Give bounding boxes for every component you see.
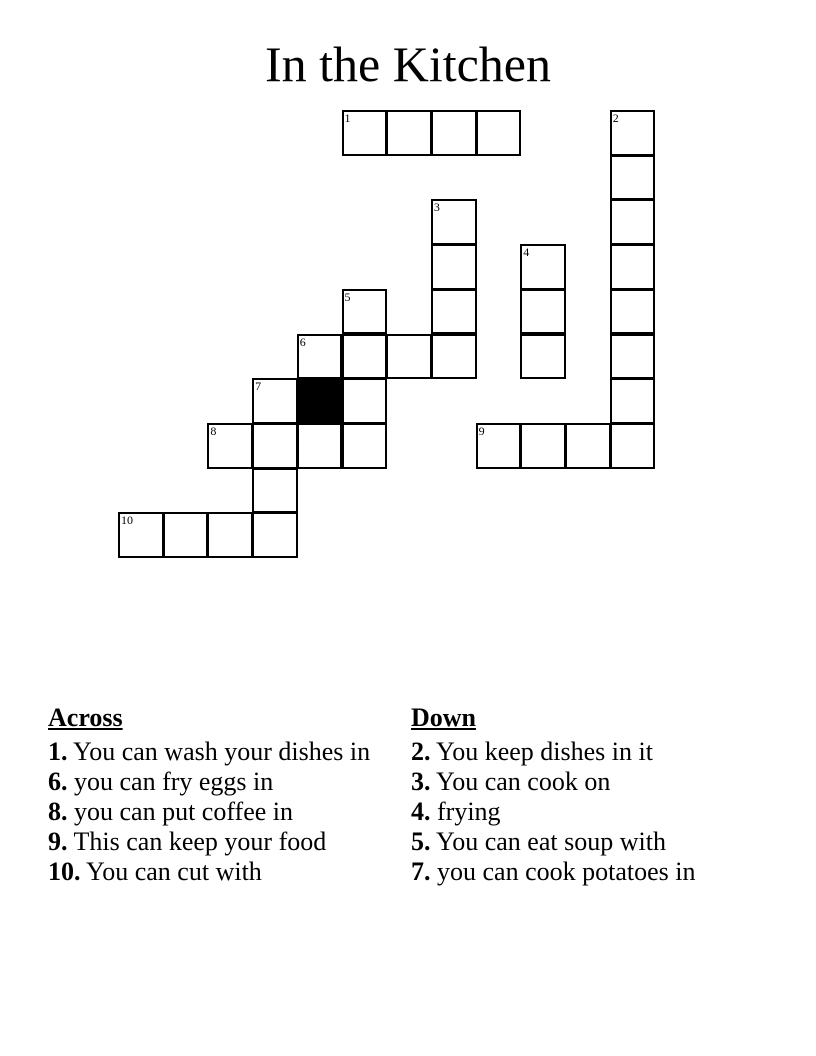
clue-number: 1. bbox=[48, 737, 68, 766]
cell-number: 4 bbox=[523, 245, 530, 260]
across-clue bbox=[48, 737, 378, 767]
clue-text: you can put coffee in bbox=[74, 797, 293, 826]
crossword-cell[interactable] bbox=[207, 512, 253, 558]
crossword-cell[interactable] bbox=[431, 110, 477, 156]
crossword-cell[interactable] bbox=[610, 289, 656, 335]
clue-number: 10. bbox=[48, 857, 81, 886]
cell-number: 5 bbox=[344, 289, 351, 304]
crossword-cell[interactable] bbox=[431, 244, 477, 290]
down-clue-list bbox=[411, 737, 771, 887]
clue-number: 3. bbox=[411, 767, 431, 796]
clue-number: 7. bbox=[411, 857, 431, 886]
clue-text: You can cut with bbox=[86, 857, 262, 886]
cell-number: 10 bbox=[121, 513, 133, 528]
cell-number: 1 bbox=[344, 111, 351, 125]
crossword-cell[interactable] bbox=[520, 244, 566, 290]
clue-text: You can eat soup with bbox=[436, 827, 666, 856]
down-clue bbox=[411, 737, 771, 767]
across-clue bbox=[48, 797, 378, 827]
clue-number: 4. bbox=[411, 797, 431, 826]
down-heading: Down bbox=[411, 703, 477, 732]
down-clue bbox=[411, 827, 771, 857]
clue-text: you can fry eggs in bbox=[74, 767, 274, 796]
across-heading: Across bbox=[48, 703, 123, 732]
down-clues bbox=[411, 703, 771, 887]
cell-number: 6 bbox=[299, 334, 306, 349]
clue-number: 9. bbox=[48, 827, 68, 856]
crossword-cell[interactable] bbox=[610, 155, 656, 201]
across-clues bbox=[48, 703, 378, 887]
crossword-cell[interactable] bbox=[431, 334, 477, 380]
across-clue-list bbox=[48, 737, 378, 887]
crossword-cell[interactable] bbox=[342, 110, 388, 156]
crossword-cell[interactable] bbox=[610, 378, 656, 424]
crossword-cell[interactable] bbox=[252, 378, 298, 424]
crossword-cell[interactable] bbox=[342, 378, 388, 424]
clue-number: 6. bbox=[48, 767, 68, 796]
cell-number: 2 bbox=[612, 111, 619, 125]
clue-number: 2. bbox=[411, 737, 431, 766]
crossword-cell[interactable] bbox=[118, 512, 164, 558]
crossword-cell[interactable] bbox=[342, 334, 388, 380]
crossword-cell[interactable] bbox=[431, 199, 477, 245]
crossword-cell[interactable] bbox=[342, 423, 388, 469]
down-clue bbox=[411, 767, 771, 797]
clue-number: 5. bbox=[411, 827, 431, 856]
clue-text: This can keep your food bbox=[73, 827, 327, 856]
crossword-cell[interactable] bbox=[610, 199, 656, 245]
crossword-cell[interactable] bbox=[207, 423, 253, 469]
clue-text: You keep dishes in it bbox=[436, 737, 653, 766]
crossword-cell[interactable] bbox=[342, 289, 388, 335]
cell-number: 8 bbox=[210, 423, 217, 438]
crossword-cell[interactable] bbox=[252, 423, 298, 469]
crossword-cell[interactable] bbox=[476, 110, 522, 156]
cell-number: 7 bbox=[255, 379, 262, 394]
crossword-cell[interactable] bbox=[610, 423, 656, 469]
crossword-cell[interactable] bbox=[386, 334, 432, 380]
crossword-cell[interactable] bbox=[476, 423, 522, 469]
crossword-cell[interactable] bbox=[520, 334, 566, 380]
clue-number: 8. bbox=[48, 797, 68, 826]
clue-text: You can wash your dishes in bbox=[73, 737, 371, 766]
crossword-cell[interactable] bbox=[610, 110, 656, 156]
across-clue bbox=[48, 857, 378, 887]
crossword-cell[interactable] bbox=[386, 110, 432, 156]
crossword-cell[interactable] bbox=[431, 289, 477, 335]
crossword-cell[interactable] bbox=[297, 334, 343, 380]
crossword-cell[interactable] bbox=[252, 512, 298, 558]
across-clue bbox=[48, 767, 378, 797]
clue-text: You can cook on bbox=[436, 767, 611, 796]
crossword-cell[interactable] bbox=[163, 512, 209, 558]
across-clue bbox=[48, 827, 378, 857]
down-clue bbox=[411, 857, 771, 887]
clue-text: frying bbox=[437, 797, 501, 826]
crossword-cell[interactable] bbox=[610, 244, 656, 290]
cell-number: 9 bbox=[478, 423, 485, 438]
crossword-cell[interactable] bbox=[520, 289, 566, 335]
down-clue bbox=[411, 797, 771, 827]
cell-number: 3 bbox=[433, 200, 440, 215]
crossword-cell[interactable] bbox=[565, 423, 611, 469]
clue-text: you can cook potatoes in bbox=[437, 857, 696, 886]
crossword-cell[interactable] bbox=[610, 334, 656, 380]
crossword-cell[interactable] bbox=[252, 468, 298, 514]
crossword-cell[interactable] bbox=[520, 423, 566, 469]
crossword-cell[interactable] bbox=[297, 423, 343, 469]
puzzle-title: In the Kitchen bbox=[264, 36, 551, 92]
blocked-cell bbox=[297, 378, 343, 424]
